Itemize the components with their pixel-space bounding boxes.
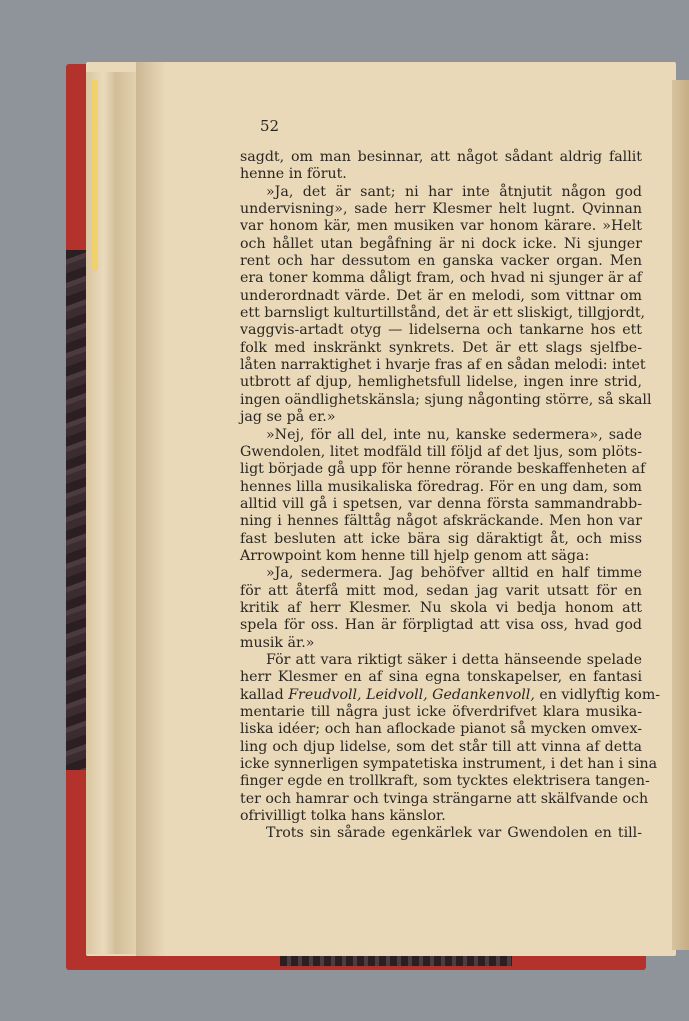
text-line: icke synnerligen sympatetiska instrument, i det han i sina xyxy=(240,756,658,773)
text-line: kallad Freudvoll, Leidvoll, Gedankenvoll, en vidlyftig kom- xyxy=(240,686,661,703)
text-line: rent och har dessutom en ganska vacker organ. Men xyxy=(240,253,642,270)
page-number: 52 xyxy=(260,117,280,135)
text-line: herr Klesmer en af sina egna tonskapelser, en fantasi xyxy=(240,669,642,686)
text-line: för att återfå mitt mod, sedan jag varit utsatt för en xyxy=(240,582,642,599)
text-line: ligt började gå upp för henne rörande beskaffenheten af xyxy=(240,461,646,478)
text-line: Trots sin sårade egenkärlek var Gwendolen en till- xyxy=(266,825,642,842)
text-line: underordnadt värde. Det är en melodi, som vittnar om xyxy=(240,287,642,304)
text-line: låten narraktighet i hvarje fras af en sådan melodi: intet xyxy=(240,357,646,374)
page-right-edge xyxy=(672,80,689,950)
text-line: Gwendolen, litet modfäld till följd af det ljus, som plöts- xyxy=(240,443,642,460)
page-text xyxy=(240,149,661,843)
text-line: hennes lilla musikaliska föredrag. För en ung dam, som xyxy=(240,478,642,495)
text-line: och hållet utan begåfning är ni dock icke. Ni sjunger xyxy=(240,235,642,252)
text-line: utbrott af djup, hemlighetsfull lidelse, ingen inre strid, xyxy=(240,374,642,391)
text-line: ingen oändlighetskänsla; sjung någonting större, så skall xyxy=(240,391,652,408)
text-line: era toner komma dåligt fram, och hvad ni sjunger är af xyxy=(240,270,642,287)
text-line: sagdt, om man besinnar, att något sådant aldrig fallit xyxy=(240,149,642,165)
marbled-edge-left xyxy=(66,250,88,770)
text-line: ter och hamrar och tvinga strängarne att skälfvande och xyxy=(240,790,649,807)
page-gutter xyxy=(136,62,166,956)
text-line: fast besluten att icke bära sig däraktigt åt, och miss xyxy=(240,530,642,547)
text-line: finger egde en trollkraft, som tycktes elektrisera tangen- xyxy=(240,773,650,790)
text-line: musik är.» xyxy=(240,634,315,651)
text-line: ling och djup lidelse, som det står till att vinna af detta xyxy=(240,738,642,755)
text-line: jag se på er.» xyxy=(240,409,336,426)
text-line: Arrowpoint kom henne till hjelp genom att säga: xyxy=(240,547,590,564)
text-line: kritik af herr Klesmer. Nu skola vi bedja honom att xyxy=(240,599,642,616)
text-line: »Ja, sedermera. Jag behöfver alltid en half timme xyxy=(266,565,642,582)
ribbon-marker xyxy=(92,80,98,270)
text-line: ett barnsligt kulturtillstånd, det är ett sliskigt, tillgjordt, xyxy=(240,305,646,322)
text-line: ofrivilligt tolka hans känslor. xyxy=(240,808,446,825)
text-line: vaggvis-artadt otyg — lidelserna och tankarne hos ett xyxy=(240,322,642,339)
text-line: »Ja, det är sant; ni har inte åtnjutit någon god xyxy=(266,183,642,200)
text-line: »Nej, för all del, inte nu, kanske sedermera», sade xyxy=(266,426,642,443)
text-line: folk med inskränkt synkrets. Det är ett slags sjelfbe- xyxy=(240,339,642,356)
italic-title: Freudvoll, Leidvoll, Gedankenvoll, xyxy=(288,686,535,703)
text-line: henne in förut. xyxy=(240,166,347,183)
text-line: liska idéer; och han aflockade pianot så mycken omvex- xyxy=(240,721,642,738)
text-line: alltid vill gå i spetsen, var denna första sammandrabb- xyxy=(240,495,642,512)
text-line: var honom kär, men musiken var honom kärare. »Helt xyxy=(240,218,642,235)
text-line: undervisning», sade herr Klesmer helt lugnt. Qvinnan xyxy=(240,201,642,218)
text-line: För att vara riktigt säker i detta hänseende spelade xyxy=(266,651,642,668)
text-line: mentarie till några just icke öfverdrifvet klara musika- xyxy=(240,704,642,720)
text-line: spela för oss. Han är förpligtad att visa oss, hvad god xyxy=(240,617,642,634)
text-line: ning i hennes fälttåg något afskräckande. Men hon var xyxy=(240,513,642,530)
